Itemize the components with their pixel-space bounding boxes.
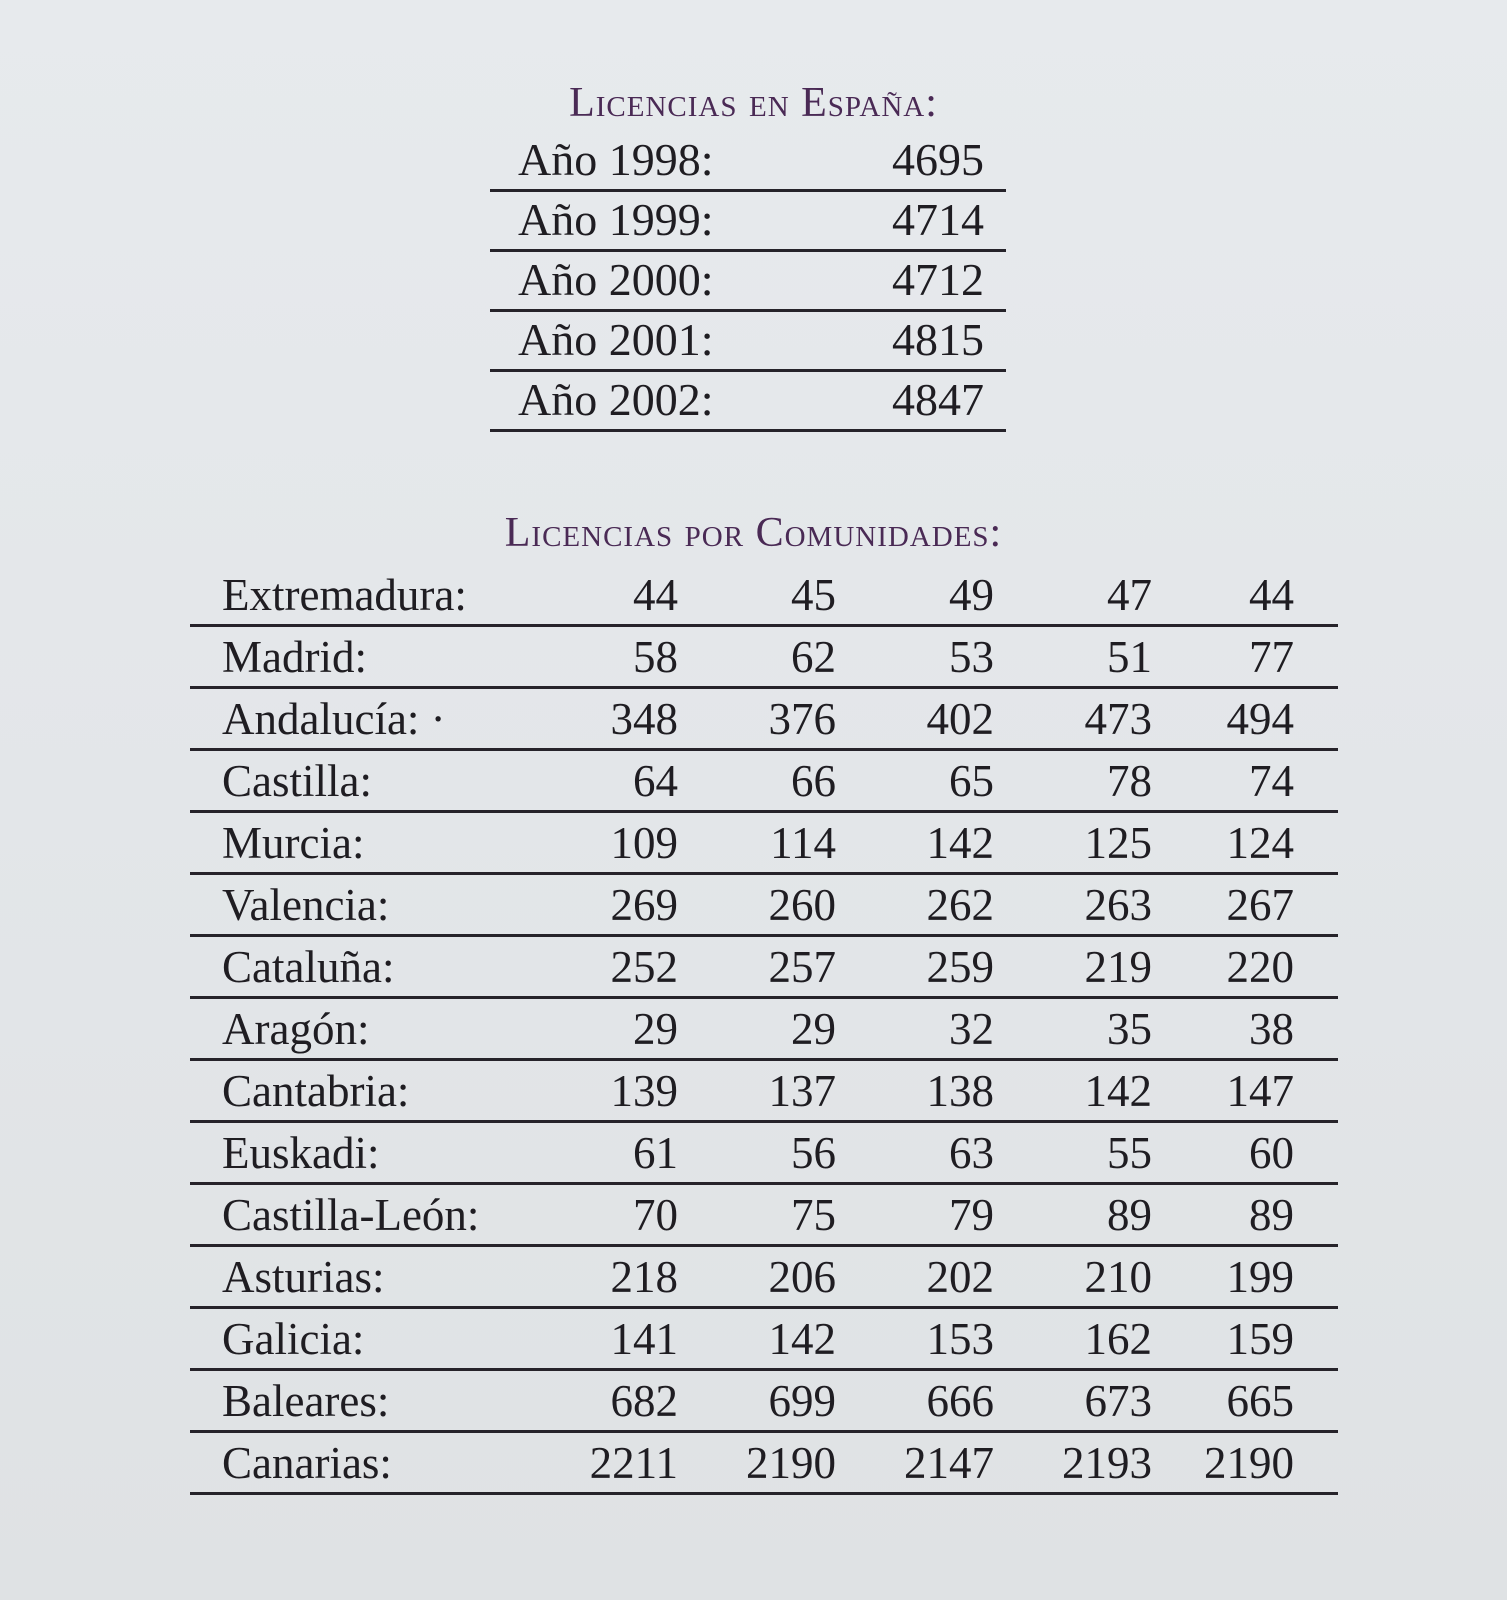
table-row: [190, 751, 1338, 813]
license-count: 682: [610, 1376, 678, 1426]
year-label: Año 1998:: [518, 134, 714, 185]
table-row: [190, 1371, 1338, 1433]
license-count: 257: [768, 942, 836, 992]
license-count: 4815: [892, 314, 984, 365]
region-label: Valencia:: [222, 880, 390, 930]
license-count: 47: [1107, 570, 1152, 620]
license-count: 206: [768, 1252, 836, 1302]
region-label: Baleares:: [222, 1376, 390, 1426]
license-count: 2190: [746, 1438, 836, 1488]
license-count: 4695: [892, 134, 984, 185]
region-label: Cataluña:: [222, 942, 395, 992]
license-count: 2190: [1204, 1438, 1294, 1488]
license-count: 77: [1249, 632, 1294, 682]
license-count: 263: [1084, 880, 1152, 930]
license-count: 64: [633, 756, 678, 806]
license-count: 153: [926, 1314, 994, 1364]
license-count: 65: [949, 756, 994, 806]
license-count: 89: [1249, 1190, 1294, 1240]
table-row: [190, 1123, 1338, 1185]
license-count: 79: [949, 1190, 994, 1240]
license-count: 78: [1107, 756, 1152, 806]
region-label: Extremadura:: [222, 570, 467, 620]
license-count: 159: [1226, 1314, 1294, 1364]
license-count: 38: [1249, 1004, 1294, 1054]
license-count: 66: [791, 756, 836, 806]
region-label: Andalucía: ·: [222, 694, 446, 744]
license-count: 56: [791, 1128, 836, 1178]
license-count: 2193: [1062, 1438, 1152, 1488]
table-row: [190, 937, 1338, 999]
license-count: 699: [768, 1376, 836, 1426]
license-count: 142: [926, 818, 994, 868]
year-label: Año 2001:: [518, 314, 714, 365]
table-row: [190, 1061, 1338, 1123]
license-count: 89: [1107, 1190, 1152, 1240]
license-count: 61: [633, 1128, 678, 1178]
license-count: 260: [768, 880, 836, 930]
license-count: 142: [1084, 1066, 1152, 1116]
year-label: Año 2002:: [518, 374, 714, 425]
license-count: 70: [633, 1190, 678, 1240]
license-count: 109: [610, 818, 678, 868]
license-count: 60: [1249, 1128, 1294, 1178]
license-count: 58: [633, 632, 678, 682]
table-row: [190, 1247, 1338, 1309]
license-count: 74: [1249, 756, 1294, 806]
license-count: 494: [1226, 694, 1294, 744]
license-count: 4714: [892, 194, 984, 245]
license-count: 259: [926, 942, 994, 992]
table-licencias-espana: [490, 132, 1006, 432]
year-label: Año 2000:: [518, 254, 714, 305]
license-count: 141: [610, 1314, 678, 1364]
table-row: [490, 372, 1006, 432]
license-count: 62: [791, 632, 836, 682]
table-row: [190, 813, 1338, 875]
license-count: 49: [949, 570, 994, 620]
license-count: 210: [1084, 1252, 1152, 1302]
license-count: 29: [633, 1004, 678, 1054]
region-label: Canarias:: [222, 1438, 392, 1488]
region-label: Asturias:: [222, 1252, 385, 1302]
table-row: [490, 192, 1006, 252]
license-count: 138: [926, 1066, 994, 1116]
license-count: 348: [610, 694, 678, 744]
license-count: 4712: [892, 254, 984, 305]
table-row: [490, 132, 1006, 192]
license-count: 202: [926, 1252, 994, 1302]
license-count: 147: [1226, 1066, 1294, 1116]
license-count: 124: [1226, 818, 1294, 868]
license-count: 2147: [904, 1438, 994, 1488]
license-count: 51: [1107, 632, 1152, 682]
region-label: Madrid:: [222, 632, 367, 682]
license-count: 55: [1107, 1128, 1152, 1178]
title-licencias-espana: Licencias en España:: [569, 80, 938, 126]
table-row: [190, 627, 1338, 689]
region-label: Galicia:: [222, 1314, 365, 1364]
table-row: [190, 875, 1338, 937]
license-count: 35: [1107, 1004, 1152, 1054]
license-count: 44: [633, 570, 678, 620]
table-row: [490, 312, 1006, 372]
license-count: 665: [1226, 1376, 1294, 1426]
license-count: 45: [791, 570, 836, 620]
region-label: Cantabria:: [222, 1066, 410, 1116]
license-count: 218: [610, 1252, 678, 1302]
license-count: 32: [949, 1004, 994, 1054]
license-count: 29: [791, 1004, 836, 1054]
license-count: 125: [1084, 818, 1152, 868]
license-count: 137: [768, 1066, 836, 1116]
region-label: Castilla:: [222, 756, 372, 806]
license-count: 402: [926, 694, 994, 744]
license-count: 199: [1226, 1252, 1294, 1302]
license-count: 75: [791, 1190, 836, 1240]
table-row: [190, 1433, 1338, 1495]
license-count: 2211: [589, 1438, 678, 1488]
table-row: [190, 565, 1338, 627]
license-count: 53: [949, 632, 994, 682]
license-count: 44: [1249, 570, 1294, 620]
license-count: 114: [770, 818, 836, 868]
license-count: 252: [610, 942, 678, 992]
license-count: 139: [610, 1066, 678, 1116]
license-count: 220: [1226, 942, 1294, 992]
license-count: 269: [610, 880, 678, 930]
table-row: [190, 999, 1338, 1061]
license-count: 376: [768, 694, 836, 744]
license-count: 63: [949, 1128, 994, 1178]
license-count: 666: [926, 1376, 994, 1426]
title-licencias-comunidades: Licencias por Comunidades:: [504, 510, 1003, 556]
table-licencias-comunidades: [190, 565, 1338, 1495]
year-label: Año 1999:: [518, 194, 714, 245]
license-count: 473: [1084, 694, 1152, 744]
table-row: [490, 252, 1006, 312]
region-label: Castilla-León:: [222, 1190, 480, 1240]
region-label: Euskadi:: [222, 1128, 380, 1178]
license-count: 219: [1084, 942, 1152, 992]
license-count: 267: [1226, 880, 1294, 930]
license-count: 142: [768, 1314, 836, 1364]
table-row: [190, 1309, 1338, 1371]
table-row: [190, 1185, 1338, 1247]
license-count: 262: [926, 880, 994, 930]
license-count: 673: [1084, 1376, 1152, 1426]
region-label: Aragón:: [222, 1004, 370, 1054]
license-count: 4847: [892, 374, 984, 425]
license-count: 162: [1084, 1314, 1152, 1364]
table-row: [190, 689, 1338, 751]
region-label: Murcia:: [222, 818, 365, 868]
